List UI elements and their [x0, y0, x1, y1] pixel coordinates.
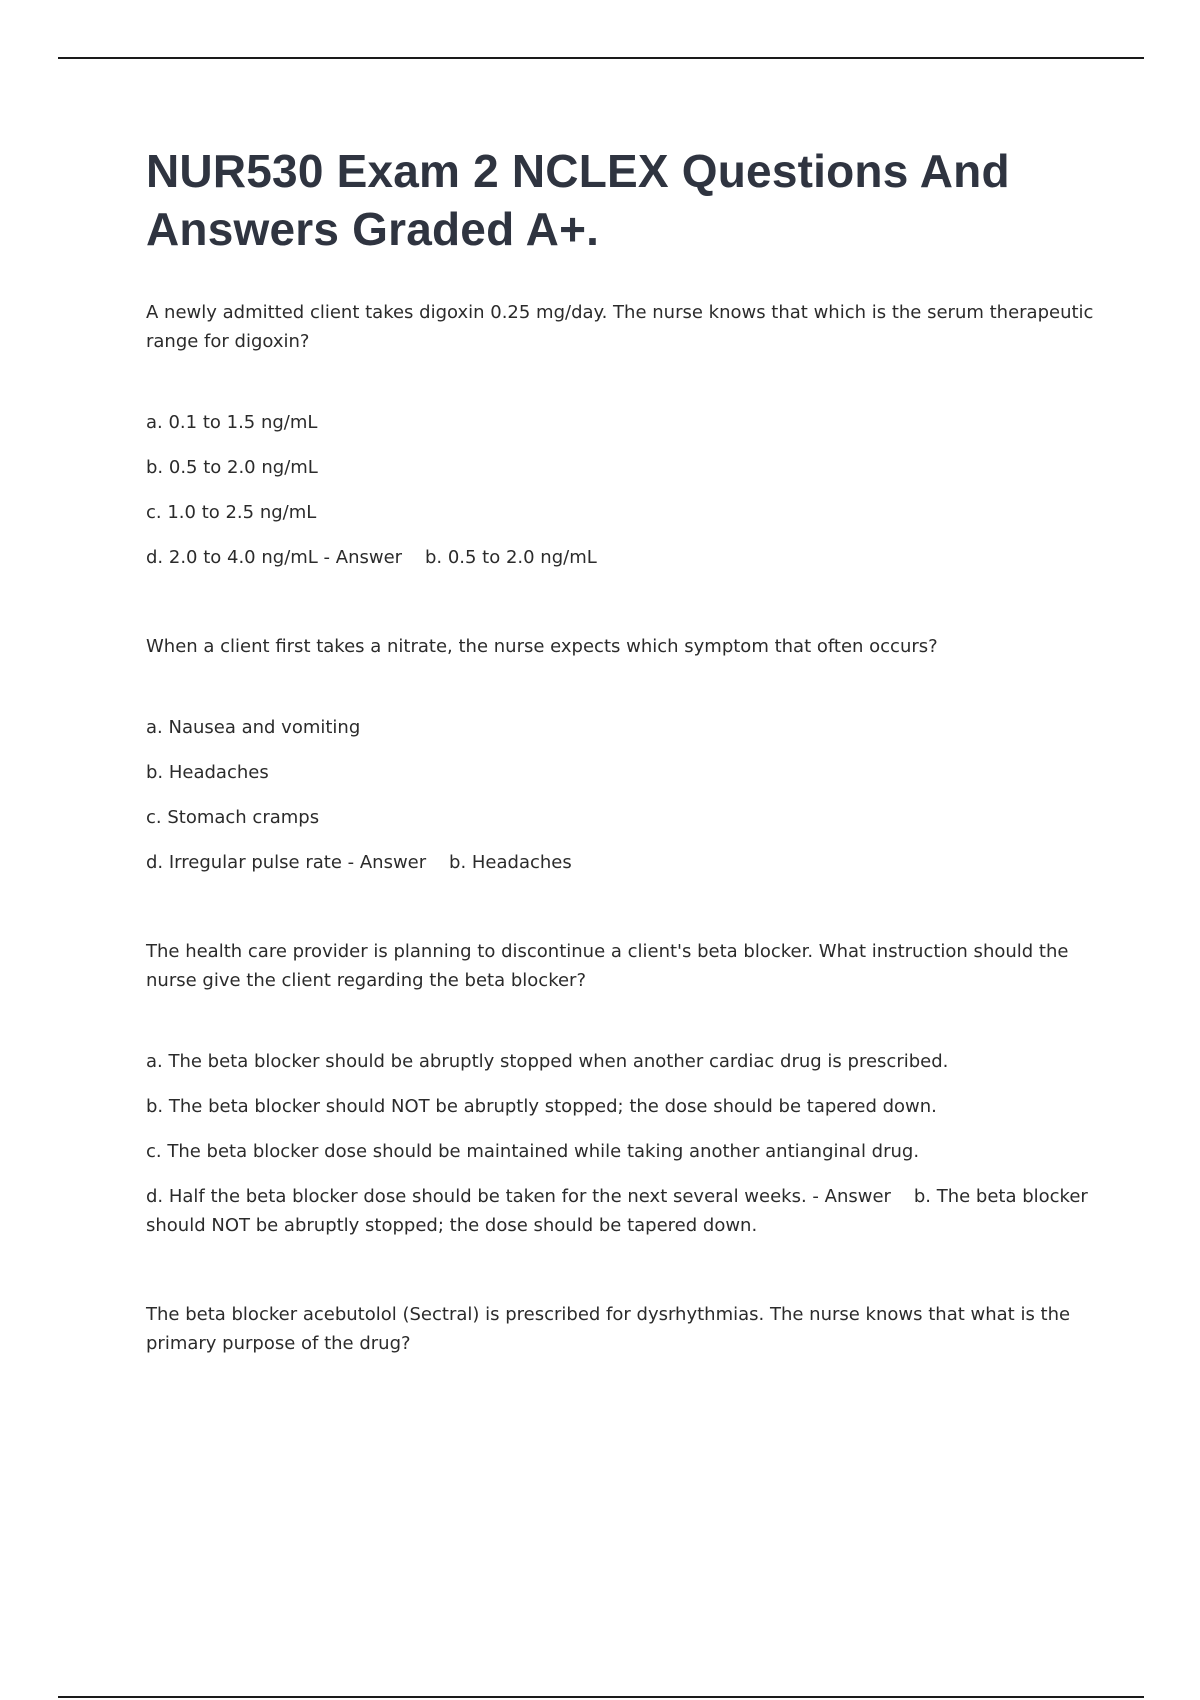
document-title: NUR530 Exam 2 NCLEX Questions And Answers Graded A+. — [146, 145, 1010, 255]
last-option: d. 2.0 to 4.0 ng/mL — [146, 547, 318, 568]
answer-text: b. 0.5 to 2.0 ng/mL — [424, 547, 597, 568]
top-rule — [58, 57, 1144, 59]
answer-separator: - Answer — [806, 1186, 914, 1207]
question-list — [146, 298, 1096, 1358]
option: b. The beta blocker should NOT be abruptly stopped; the dose should be tapered down. — [146, 1096, 937, 1117]
question-text: A newly admitted client takes digoxin 0.25 mg/day. The nurse knows that which is the serum therapeutic range for digoxin? — [146, 302, 1094, 352]
option: a. Nausea and vomiting — [146, 717, 361, 738]
question-block — [146, 298, 1096, 572]
question-text: The health care provider is planning to discontinue a client's beta blocker. What instruction should the nurse give the client regarding the beta blocker? — [146, 941, 1069, 991]
option: c. 1.0 to 2.5 ng/mL — [146, 502, 317, 523]
option: c. Stomach cramps — [146, 807, 320, 828]
document-body — [146, 142, 1096, 1418]
last-option: d. Irregular pulse rate — [146, 852, 342, 873]
option: a. 0.1 to 1.5 ng/mL — [146, 412, 318, 433]
option: a. The beta blocker should be abruptly stopped when another cardiac drug is prescribed. — [146, 1051, 949, 1072]
answer-text: b. Headaches — [449, 852, 572, 873]
question-text: The beta blocker acebutolol (Sectral) is prescribed for dysrhythmias. The nurse knows that what is the primary purpose of the drug? — [146, 1304, 1071, 1354]
bottom-rule — [58, 1696, 1144, 1698]
option-with-answer — [146, 1182, 1096, 1240]
question-text: When a client first takes a nitrate, the nurse expects which symptom that often occurs? — [146, 636, 938, 657]
answer-separator: - Answer — [341, 852, 450, 873]
option-with-answer — [146, 848, 1096, 877]
option: b. Headaches — [146, 762, 269, 783]
answer-separator: - Answer — [317, 547, 425, 568]
answer-text: b. The beta blocker should NOT be abruptly stopped; the dose should be tapered down. — [146, 1186, 1088, 1236]
option: b. 0.5 to 2.0 ng/mL — [146, 457, 318, 478]
option: c. The beta blocker dose should be maintained while taking another antianginal drug. — [146, 1141, 920, 1162]
option-with-answer — [146, 543, 1096, 572]
question-block — [146, 1300, 1096, 1358]
question-block — [146, 632, 1096, 877]
last-option: d. Half the beta blocker dose should be taken for the next several weeks. — [146, 1186, 807, 1207]
question-block — [146, 937, 1096, 1240]
